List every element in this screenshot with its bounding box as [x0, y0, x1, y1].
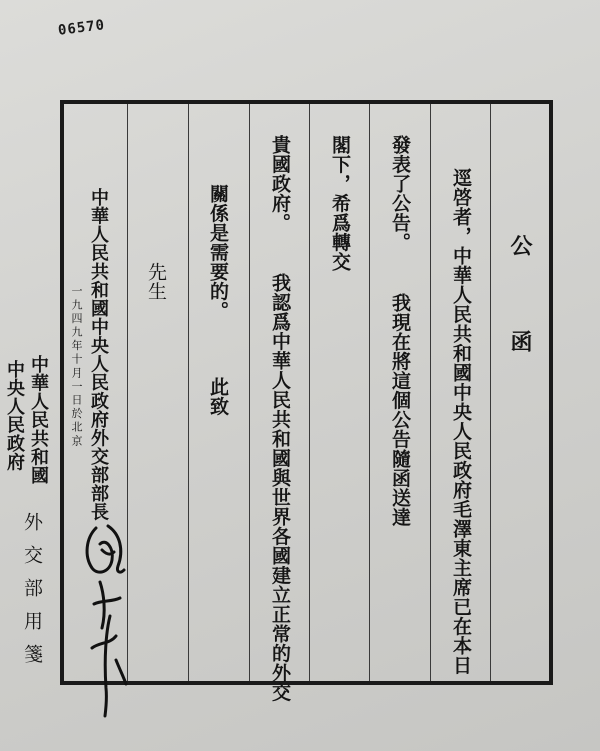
- body-line-4: [270, 135, 289, 702]
- date-line: 一九四九年十月一日於北京: [70, 285, 83, 449]
- body-line-5-part-2: 此致: [207, 377, 229, 416]
- salutation: 先生: [145, 262, 167, 301]
- body-line-3: 閣下，希爲轉交: [329, 135, 351, 272]
- signatory-title: 中華人民共和國中央人民政府外交部部長: [88, 188, 109, 521]
- letter-frame: [60, 100, 553, 685]
- stationery-mark: 外交部用箋: [21, 512, 43, 677]
- letterhead-line-1: 中華人民共和國: [28, 355, 49, 485]
- body-line-2-part-1: 發表了公告。: [389, 135, 411, 252]
- body-line-2-part-2: 我現在將這個公告隨函送達: [389, 292, 411, 527]
- letterhead-line-2: 中央人民政府: [4, 360, 25, 471]
- column-rule: [490, 104, 491, 681]
- letter-title: [509, 234, 531, 352]
- body-line-4-part-1: 貴國政府。: [269, 135, 291, 233]
- column-rule: [369, 104, 370, 681]
- body-line-5: [208, 184, 227, 416]
- handwritten-signature: [80, 520, 130, 720]
- title-char-1: 公: [507, 234, 533, 256]
- body-line-5-part-1: 關係是需要的。: [207, 184, 229, 321]
- title-char-2: 函: [507, 330, 533, 352]
- body-line-2: [390, 135, 409, 527]
- body-line-4-part-2: 我認爲中華人民共和國與世界各國建立正常的外交: [269, 273, 291, 702]
- column-rule: [430, 104, 431, 681]
- column-rule: [309, 104, 310, 681]
- body-line-1: 逕啓者，中華人民共和國中央人民政府毛澤東主席已在本日: [450, 168, 472, 675]
- column-rule: [188, 104, 189, 681]
- serial-number: 06570: [57, 17, 106, 39]
- column-rule: [249, 104, 250, 681]
